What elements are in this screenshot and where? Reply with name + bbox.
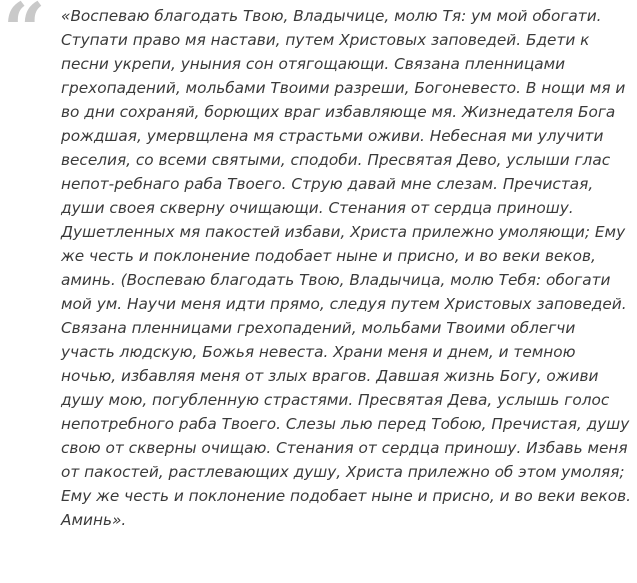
quote-mark-icon: “ (3, 0, 46, 74)
quote-text: «Воспеваю благодать Твою, Владычице, молю Тя: ум мой обогати. Ступати право мя настави, путем Христовых заповедей. Бдети к песни укрепи, уныния сон отягощающи. Связана пленницами грехопадений, мольбами Твоими разреши, Богоневесто. В нощи мя и во дни сохраняй, борющих враг избавляюще мя. Жизнедателя Бога рождшая, умервщлена мя страстьми оживи. Небесная ми улучити веселия, со всеми святыми, сподоби. Пресвятая Дево, услыши глас непот-ребнаго раба Твоего. Струю давай мне слезам. Пречистая, души своея скверну очищающи. Стенания от сердца приношу. Душетленных мя пакостей избави, Христа прилежно умоляющи; Ему же честь и поклонение подобает ныне и присно, и во веки веков, аминь. (Воспеваю благодать Твою, Владычица, молю Тебя: обогати мой ум. Научи меня идти прямо, следуя путем Христовых заповедей. Связана пленницами грехопадений, мольбами Твоими облегчи участь людскую, Божья невеста. Храни меня и днем, и темною ночью, избавляя меня от злых врагов. Давшая жизнь Богу, оживи душу мою, погубленную страстями. Пресвятая Дева, услышь голос непотребного раба Твоего. Слезы лью перед Тобою, Пречистая, душу свою от скверны очищаю. Стенания от сердца приношу. Избавь меня от пакостей, растлевающих душу, Христа прилежно об этом умоляя; Ему же честь и поклонение подобает ныне и присно, и во веки веков. Аминь». (61, 7, 631, 529)
